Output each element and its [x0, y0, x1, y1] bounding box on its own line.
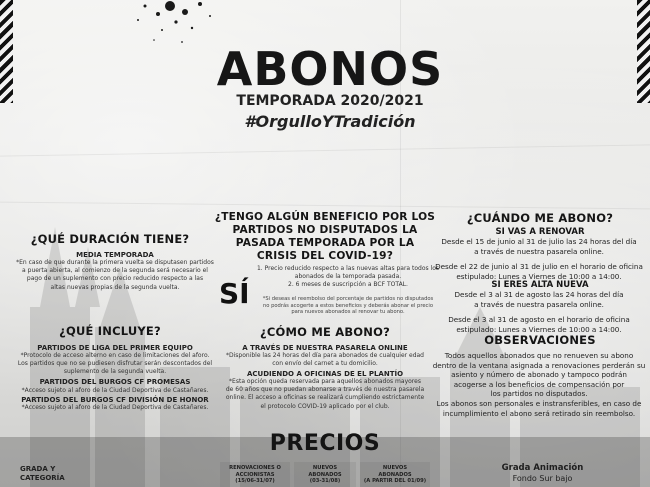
incluye-text-promesas: *Acceso sujeto al aforo de la Ciudad Deportiva de Castañares.: [21, 387, 209, 394]
duracion-text: *En caso de que durante la primera vuelta se disputasen partidos a puerta abierta, al comienzo de la segunda será necesario el pago de un suplemento con precio reducido respecto a las altas nuevas propias de la segunda vuelta.: [16, 259, 214, 291]
como-sub-oficinas: ACUDIENDO A OFICINAS DE EL PLANTÍO: [246, 370, 404, 378]
grada-categoria-label: GRADA Y CATEGORÍA: [20, 465, 65, 482]
fondo-sur-bajo-label: Fondo Sur bajo: [512, 474, 573, 483]
duracion-heading: ¿QUÉ DURACIÓN TIENE?: [30, 232, 190, 246]
hashtag: #OrgulloYTradición: [244, 112, 416, 131]
beneficio-items: 1. Precio reducido respecto a las nuevas altas para todos los abonados de la temporada pasada. 2. 6 meses de suscripción a BCF TOTAL.: [256, 265, 440, 289]
duracion-subheading: MEDIA TEMPORADA: [76, 251, 154, 259]
como-text-oficinas: *Esta opción queda reservada para aquellos abonados mayores de 60 años que no puedan abonarse a través de nuestra pasarela online. El acceso a oficinas se realizará cumpliendo estrictamente el protocolo COVID-19 aplicado por el club.: [225, 378, 425, 410]
left-zigzag-border: [0, 0, 13, 103]
beneficio-note: *Si deseas el reembolso del porcentaje de partidos no disputados no podrás acogerte a estos beneficios y deberás abonar el precio para nuevos abonados al renovar tu abono.: [262, 296, 434, 316]
main-title: ABONOS: [216, 42, 444, 96]
precios-heading: PRECIOS: [269, 431, 381, 456]
alta-nueva-text: Desde el 3 al 31 de agosto las 24 horas del día a través de nuestra pasarela online. Desde el 3 al 31 de agosto en el horario de oficina estipulado: Lunes a Viernes de 10:00 a 14:00.: [448, 290, 630, 334]
incluye-text-division-honor: *Acceso sujeto al aforo de la Ciudad Deportiva de Castañares.: [21, 404, 209, 411]
col-nuevos-abonados-0109: NUEVOS ABONADOS (A PARTIR DEL 01/09): [363, 465, 427, 485]
col-nuevos-abonados: NUEVOS ABONADOS (03-31/08): [308, 465, 342, 485]
observaciones-text: Todos aquellos abonados que no renueven su abono dentro de la ventana asignada a renovaciones perderán su asiento y número de abonado y tampoco podrán acogerse a los beneficios de compensación por los partidos no disputados. Los abonos son personales e instransferibles, en caso de incumplimiento el abono será retirado sin reembolso.: [432, 351, 646, 418]
incluye-sub-primer-equipo: PARTIDOS DE LIGA DEL PRIMER EQUIPO: [37, 344, 193, 352]
incluye-heading: ¿QUÉ INCLUYE?: [59, 324, 161, 338]
como-text-online: *Disponible las 24 horas del día para abonados de cualquier edad con envío del carnet a tu domicilio.: [225, 352, 424, 368]
alta-nueva-heading: SI ERES ALTA NUEVA: [491, 280, 589, 290]
paper-crease: [0, 144, 650, 156]
season-subtitle: TEMPORADA 2020/2021: [236, 93, 424, 109]
incluye-sub-promesas: PARTIDOS DEL BURGOS CF PROMESAS: [39, 378, 191, 386]
como-heading: ¿CÓMO ME ABONO?: [260, 325, 390, 339]
grada-animacion-label: Grada Animación: [501, 463, 584, 473]
como-sub-online: A TRAVÉS DE NUESTRA PASARELA ONLINE: [242, 344, 408, 352]
si-answer: SÍ: [219, 277, 250, 310]
incluye-text-primer-equipo: *Protocolo de acceso alterno en caso de limitaciones del aforo. Los partidos que no se pudiesen disfrutar serán descontados del suplemento de la segunda vuelta.: [17, 352, 213, 376]
col-renovaciones: RENOVACIONES O ACCIONISTAS (15/06-31/07): [229, 465, 281, 485]
cuando-heading: ¿CUÁNDO ME ABONO?: [466, 211, 614, 225]
right-zigzag-border: [637, 0, 650, 103]
incluye-sub-division-honor: PARTIDOS DEL BURGOS CF DIVISIÓN DE HONOR: [21, 396, 209, 404]
beneficio-heading: ¿TENGO ALGÚN BENEFICIO POR LOS PARTIDOS NO DISPUTADOS LA PASADA TEMPORADA POR LA CRISIS DEL COVID-19?: [214, 211, 436, 262]
observaciones-heading: OBSERVACIONES: [484, 333, 596, 347]
renovar-heading: SI VAS A RENOVAR: [495, 227, 585, 237]
renovar-text: Desde el 15 de junio al 31 de julio las 24 horas del día a través de nuestra pasarela online. Desde el 22 de junio al 31 de julio en el horario de oficina estipulado: Lunes a Viernes de 10:00 a 14:00.: [435, 237, 643, 281]
